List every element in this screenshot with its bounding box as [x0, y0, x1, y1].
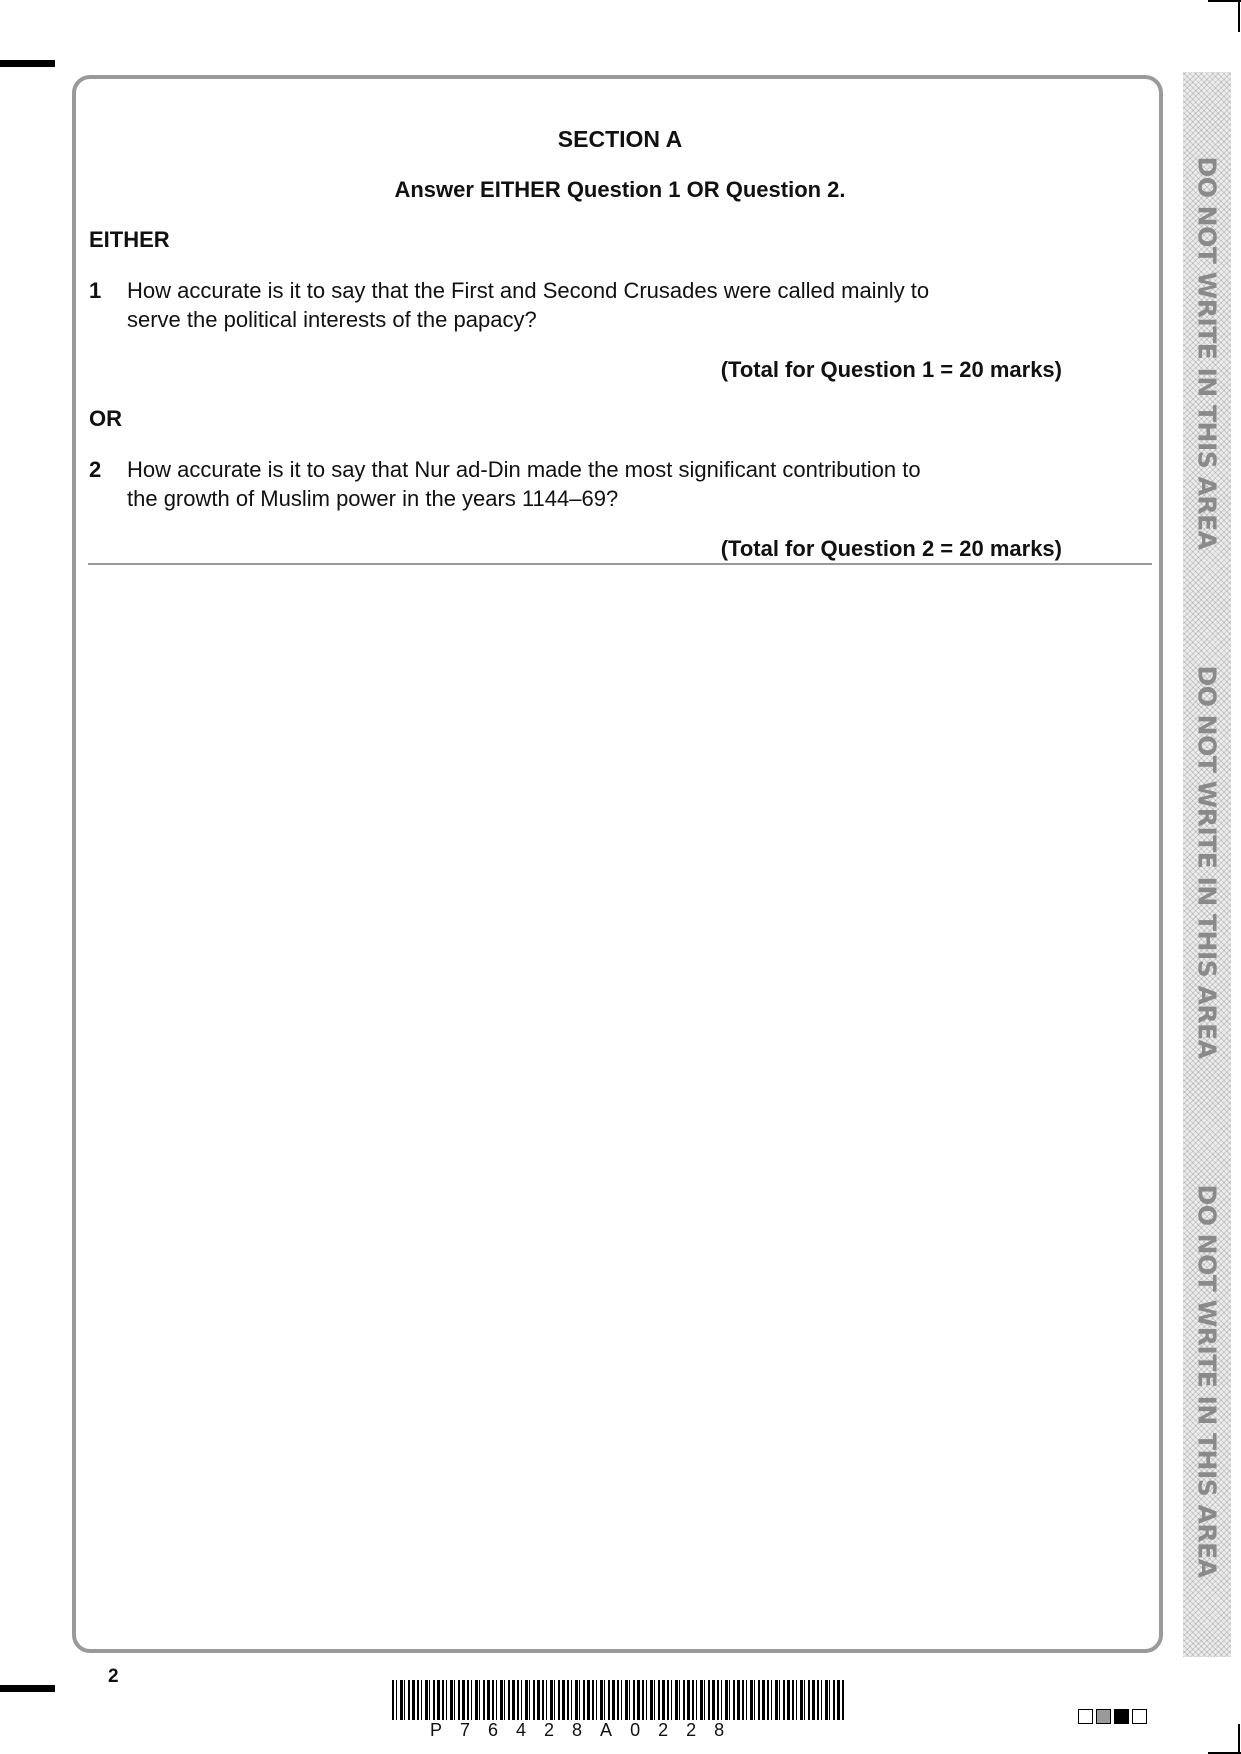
question-2-line-1: How accurate is it to say that Nur ad-Din made the most significant contribution to — [127, 457, 921, 482]
progress-square-4 — [1132, 1709, 1147, 1724]
section-instruction: Answer EITHER Question 1 OR Question 2. — [394, 177, 846, 202]
crop-mark-top-h — [1208, 0, 1241, 2]
question-1-number: 1 — [89, 278, 102, 303]
crop-mark-bottom-v — [1238, 1724, 1240, 1754]
question-2-text — [127, 455, 1017, 513]
registration-mark-top — [0, 60, 55, 67]
question-2-marks: (Total for Question 2 = 20 marks) — [720, 536, 1062, 561]
question-2-line-2: the growth of Muslim power in the years 1144–69? — [127, 486, 619, 511]
barcode-text: P76428A0228 — [430, 1720, 743, 1740]
question-2-number: 2 — [89, 457, 102, 482]
progress-square-1 — [1078, 1709, 1093, 1724]
question-1-marks: (Total for Question 1 = 20 marks) — [720, 357, 1062, 382]
registration-mark-bottom — [0, 1685, 55, 1692]
or-label: OR — [89, 406, 122, 431]
progress-square-2 — [1096, 1709, 1111, 1724]
section-title: SECTION A — [557, 126, 683, 152]
page-number: 2 — [108, 1666, 119, 1687]
question-1-line-2: serve the political interests of the papacy? — [127, 307, 537, 332]
section-divider — [88, 563, 1152, 565]
question-1-line-1: How accurate is it to say that the First and Second Crusades were called mainly to — [127, 278, 930, 303]
progress-square-3 — [1114, 1709, 1129, 1724]
either-label: EITHER — [89, 227, 170, 252]
barcode — [392, 1680, 844, 1720]
crop-mark-top-v — [1238, 0, 1240, 32]
question-1-text — [127, 276, 1017, 334]
